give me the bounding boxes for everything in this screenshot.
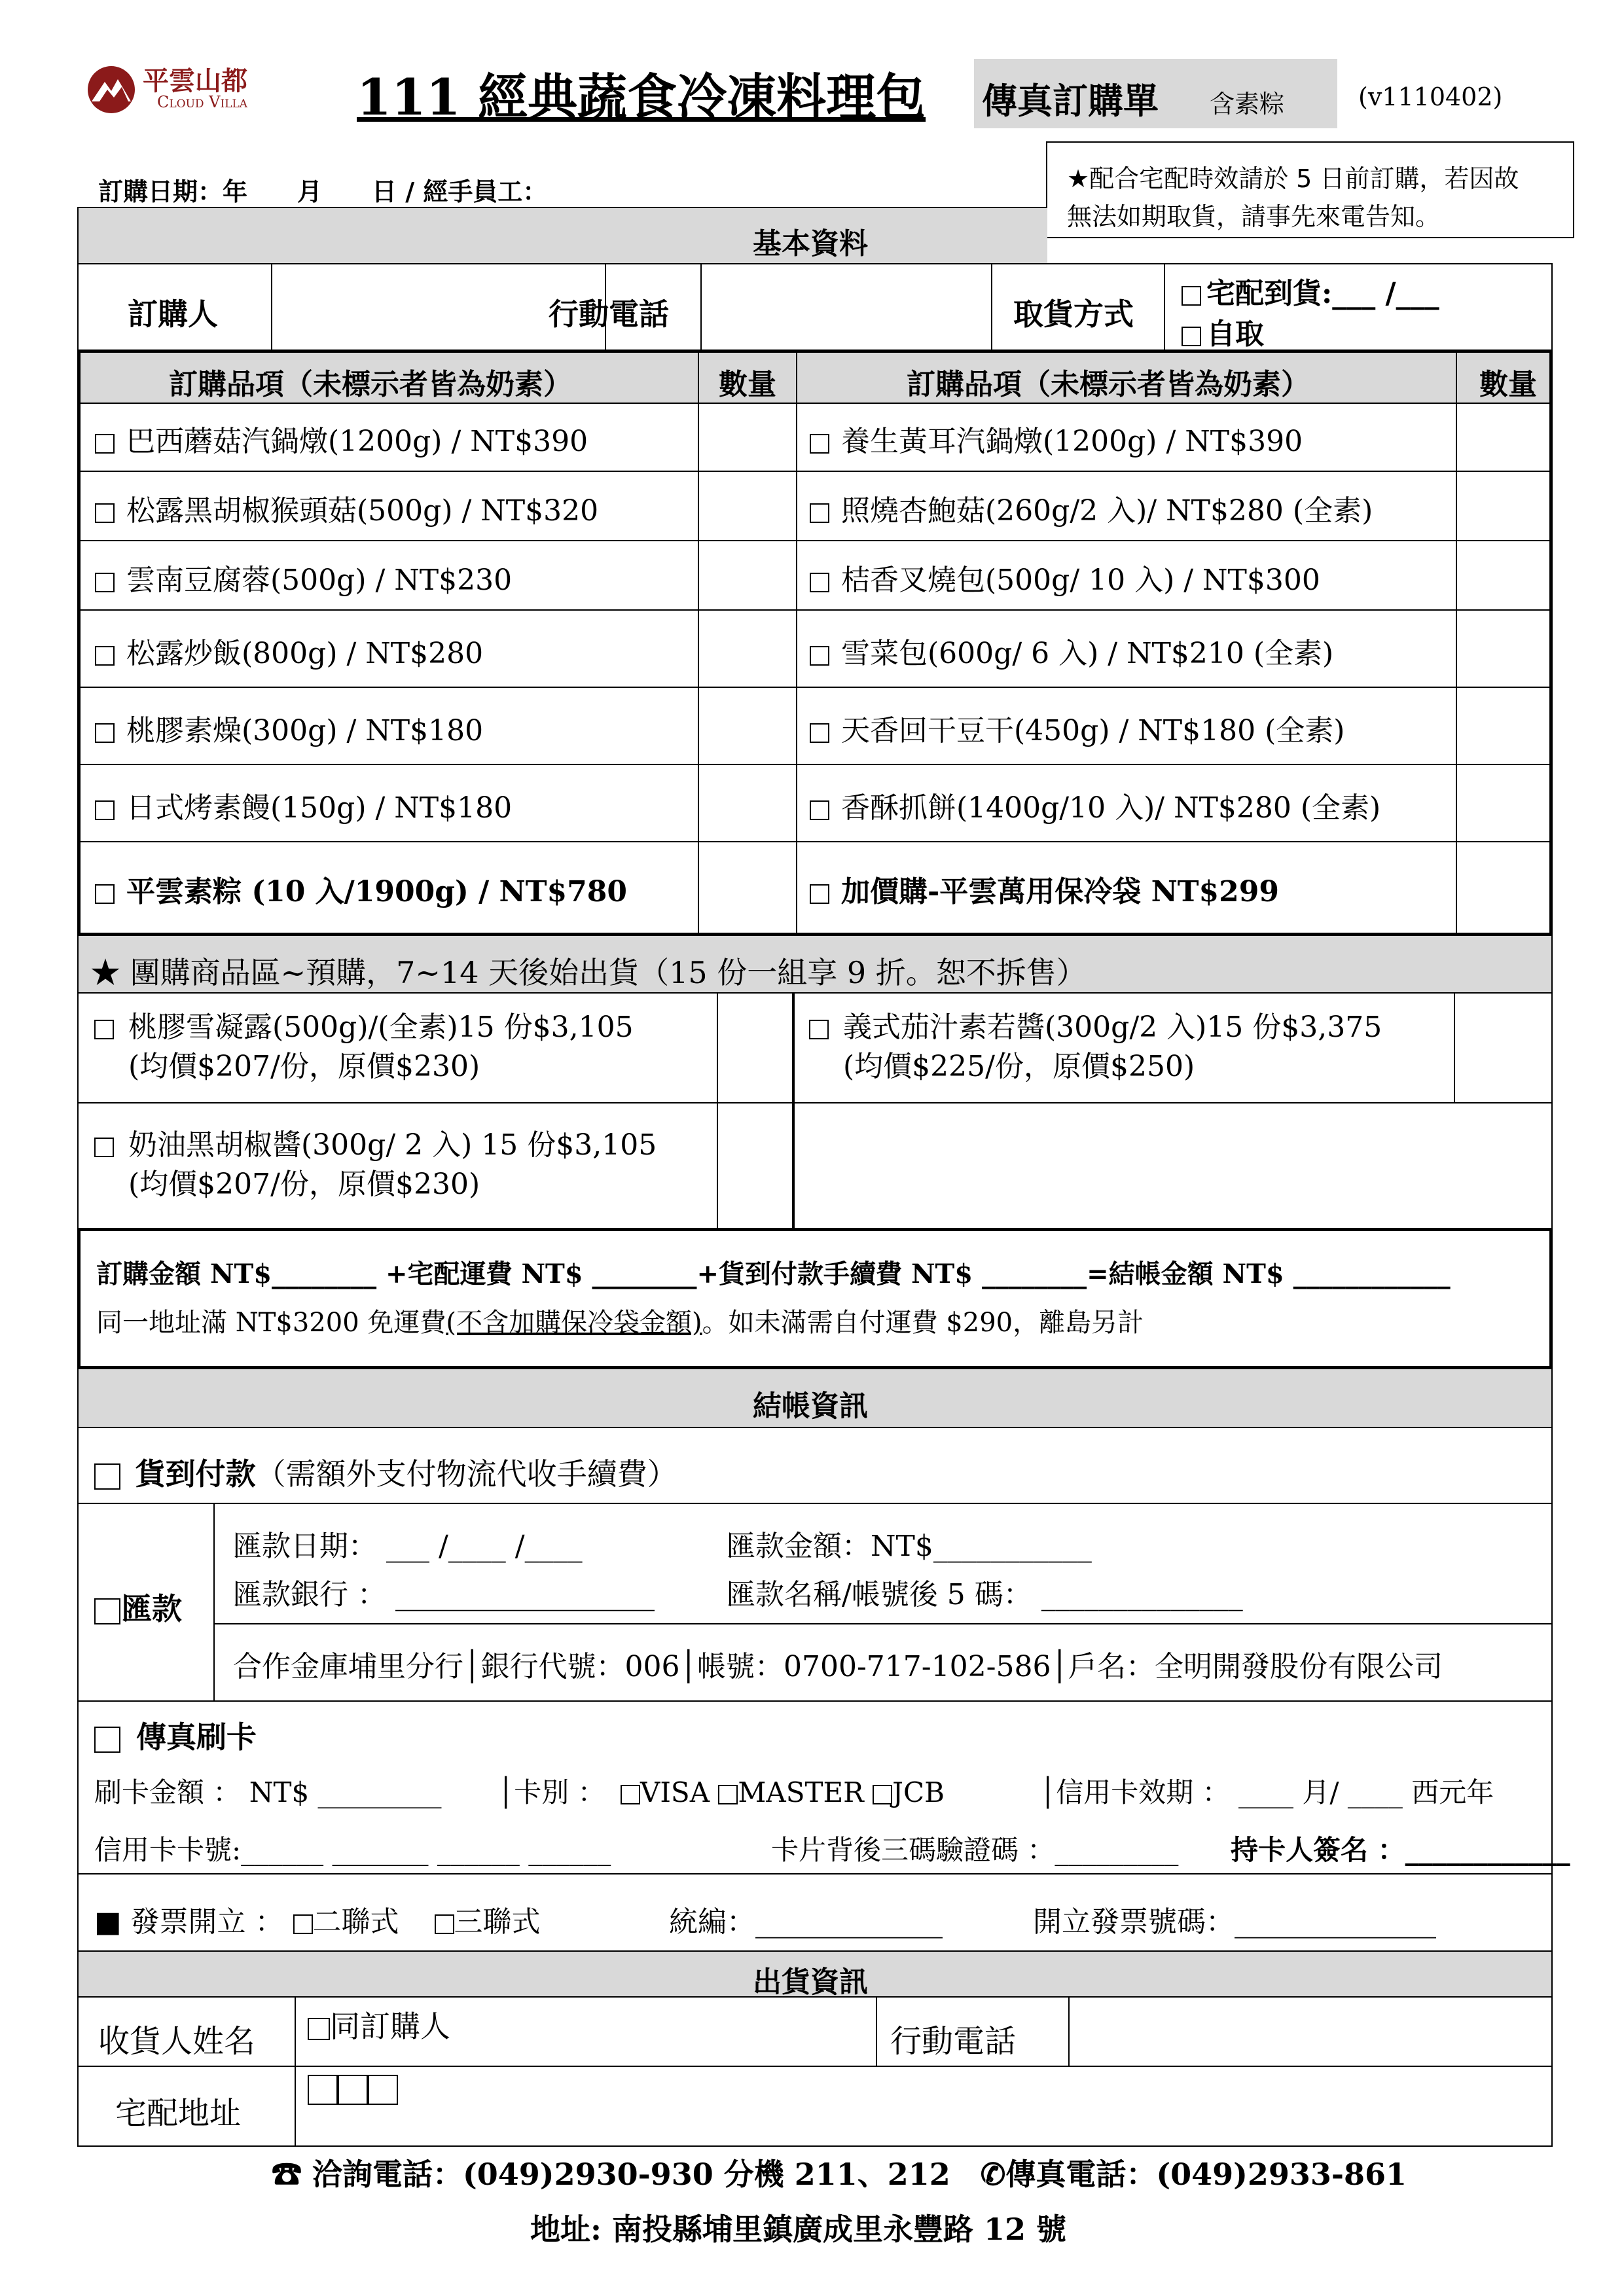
basic-row bbox=[77, 263, 1553, 351]
invoice-label: ■ 發票開立 ： bbox=[94, 1905, 284, 1939]
item-checkbox[interactable] bbox=[95, 723, 115, 743]
group-section-header bbox=[77, 935, 1553, 994]
left-item-header: 訂購品項（未標示者皆為奶素） bbox=[169, 368, 572, 401]
bank-info: 合作金庫埔里分行│銀行代號：006│帳號：0700-717-102-586│戶名：全明開發股份有限公司 bbox=[233, 1650, 1443, 1683]
shipping-section-header bbox=[77, 1950, 1553, 1998]
right-qty-header: 數量 bbox=[1479, 368, 1537, 401]
basic-section-title: 基本資料 bbox=[753, 227, 868, 260]
group-row-2 bbox=[77, 1102, 1553, 1230]
pickup-checkbox[interactable] bbox=[1182, 327, 1201, 346]
basic-section-header bbox=[77, 207, 1047, 264]
orderer-label: 訂購人 bbox=[128, 296, 218, 332]
group-item-2-name: 義式茄汁素若醬(300g/2 入)15 份$3,375 bbox=[843, 1011, 1382, 1044]
item-left-2[interactable] bbox=[95, 487, 598, 529]
cod-checkbox[interactable] bbox=[94, 1463, 120, 1490]
item-right-3[interactable] bbox=[810, 556, 1320, 598]
invoice-row-content bbox=[94, 1898, 541, 1940]
shipping-section-title: 出貨資訊 bbox=[753, 1965, 868, 1999]
items-table bbox=[77, 350, 1553, 936]
item-right-4[interactable] bbox=[810, 630, 1333, 672]
visa-checkbox[interactable] bbox=[621, 1785, 640, 1804]
receiver-phone-input[interactable] bbox=[1070, 1998, 1551, 2066]
card-type bbox=[497, 1771, 945, 1810]
fax-card-label: 傳真刷卡 bbox=[136, 1719, 257, 1755]
item-right-1[interactable] bbox=[810, 418, 1303, 459]
item-row bbox=[81, 688, 1549, 765]
page-title: 111 經典蔬食冷凍料理包 bbox=[357, 68, 926, 126]
same-as-orderer-label: 同訂購人 bbox=[330, 2009, 450, 2044]
pickup-option-label: 自取 bbox=[1206, 317, 1264, 351]
invoice-three-checkbox[interactable] bbox=[435, 1914, 454, 1934]
card-expiry[interactable]: │信用卡效期 ： ____ 月/ ____ 西元年 bbox=[1039, 1776, 1494, 1808]
footer-phone: ☎ 洽詢電話：(049)2930-930 分機 211、212 ✆傳真電話：(049)2933-861 bbox=[272, 2157, 1407, 2192]
invoice-two-checkbox[interactable] bbox=[293, 1914, 313, 1934]
item-left-4[interactable] bbox=[95, 630, 483, 672]
version: (v1110402) bbox=[1358, 82, 1503, 111]
item-qty-right-5[interactable] bbox=[1457, 688, 1547, 765]
invoice-row bbox=[77, 1873, 1553, 1952]
item-checkbox[interactable] bbox=[95, 434, 115, 454]
item-qty-left-2[interactable] bbox=[699, 472, 795, 541]
group-section-title: ★ 團購商品區~預購，7~14 天後始出貨（15 份一組享 9 折。恕不拆售） bbox=[90, 955, 1087, 990]
right-item-header: 訂購品項（未標示者皆為奶素） bbox=[907, 368, 1310, 401]
item-qty-left-5[interactable] bbox=[699, 688, 795, 765]
item-label: 平雲素粽 (10 入/1900g) / NT$780 bbox=[126, 875, 627, 908]
address-label: 宅配地址 bbox=[115, 2095, 242, 2132]
phone-input[interactable] bbox=[700, 264, 992, 350]
pickup-label: 取貨方式 bbox=[1013, 296, 1134, 332]
item-label: 桔香叉燒包(500g/ 10 入) / NT$300 bbox=[841, 564, 1320, 597]
remit-bank[interactable]: 匯款銀行 ： __________________ bbox=[233, 1578, 655, 1611]
notice-line-1: ★配合宅配時效請於 5 日前訂購，若因故 bbox=[1067, 164, 1519, 193]
checkout-section-title: 結帳資訊 bbox=[753, 1390, 868, 1423]
item-label: 天香回干豆干(450g) / NT$180 (全素) bbox=[841, 714, 1345, 747]
remit-amount[interactable]: 匯款金額：NT$___________ bbox=[727, 1530, 1092, 1563]
item-right-5[interactable] bbox=[810, 707, 1344, 749]
item-qty-right-1[interactable] bbox=[1457, 403, 1547, 472]
visa-label: VISA bbox=[640, 1776, 710, 1808]
logo-cn-text: 平雲山都 bbox=[143, 65, 247, 96]
remit-block bbox=[77, 1503, 1553, 1702]
subtitle: 傳真訂購單 bbox=[982, 80, 1159, 122]
delivery-checkbox[interactable] bbox=[1182, 286, 1201, 306]
item-right-2[interactable] bbox=[810, 487, 1373, 529]
free-shipping-note bbox=[96, 1302, 1144, 1339]
item-label: 松露黑胡椒猴頭菇(500g) / NT$320 bbox=[126, 494, 599, 528]
item-row bbox=[81, 765, 1549, 842]
item-row bbox=[81, 472, 1549, 541]
jcb-label: JCB bbox=[892, 1776, 945, 1808]
item-checkbox[interactable] bbox=[95, 800, 115, 820]
item-qty-left-4[interactable] bbox=[699, 611, 795, 688]
cooling-bag-excluded: (不含加購保冷袋金額) bbox=[446, 1308, 702, 1338]
cod-option[interactable] bbox=[94, 1450, 677, 1494]
zip-box-2[interactable] bbox=[338, 2075, 368, 2105]
item-checkbox[interactable] bbox=[95, 884, 115, 904]
subtitle-box bbox=[974, 59, 1337, 128]
group-item-2[interactable] bbox=[809, 1008, 1382, 1086]
item-qty-right-4[interactable] bbox=[1457, 611, 1547, 688]
item-row bbox=[81, 842, 1549, 933]
jcb-checkbox[interactable] bbox=[873, 1785, 892, 1804]
group-item-3[interactable] bbox=[94, 1126, 657, 1204]
total-formula: 訂購金額 NT$________ +宅配運費 NT$ ________+貨到付款手續費 NT$ ________=結帳金額 NT$ ____________ bbox=[96, 1259, 1451, 1289]
order-date: 訂購日期：年 月 日 / 經手員工： bbox=[98, 177, 548, 206]
item-left-5[interactable] bbox=[95, 707, 483, 749]
master-label: MASTER bbox=[738, 1776, 864, 1808]
checkout-section-header bbox=[77, 1368, 1553, 1428]
group-item-1-name: 桃膠雪凝露(500g)/(全素)15 份$3,105 bbox=[128, 1011, 634, 1044]
fax-card-option[interactable] bbox=[94, 1713, 257, 1757]
item-row bbox=[81, 403, 1549, 472]
card-amount[interactable]: 刷卡金額 ： NT$ _________ bbox=[94, 1776, 442, 1808]
remit-account-tail[interactable]: 匯款名稱/帳號後 5 碼： ______________ bbox=[727, 1578, 1243, 1611]
remit-option[interactable] bbox=[94, 1585, 182, 1628]
item-qty-left-6[interactable] bbox=[699, 765, 795, 842]
zip-box-1[interactable] bbox=[308, 2075, 338, 2105]
item-checkbox[interactable] bbox=[810, 723, 829, 743]
item-label: 松露炒飯(800g) / NT$280 bbox=[126, 637, 484, 670]
card-cvv[interactable]: 卡片背後三碼驗證碼 ：_________ bbox=[771, 1834, 1179, 1866]
item-checkbox[interactable] bbox=[810, 573, 829, 592]
item-left-7[interactable] bbox=[95, 868, 627, 910]
item-qty-right-2[interactable] bbox=[1457, 472, 1547, 541]
item-qty-right-3[interactable] bbox=[1457, 541, 1547, 611]
group-item-1-price-note: (均價$207/份，原價$230) bbox=[128, 1050, 480, 1083]
item-label: 桃膠素燥(300g) / NT$180 bbox=[126, 714, 484, 747]
item-left-1[interactable] bbox=[95, 418, 588, 459]
subtitle-small: 含素粽 bbox=[1210, 90, 1285, 118]
item-label: 香酥抓餅(1400g/10 入)/ NT$280 (全素) bbox=[841, 791, 1381, 825]
address-row bbox=[77, 2066, 1553, 2147]
item-checkbox[interactable] bbox=[95, 503, 115, 523]
invoice-three-label: 三聯式 bbox=[454, 1905, 541, 1939]
item-qty-left-7[interactable] bbox=[699, 842, 795, 933]
notice-box bbox=[1046, 141, 1574, 238]
invoice-number[interactable]: 開立發票號碼：______________ bbox=[1033, 1905, 1436, 1939]
free-shipping-text: 同一地址滿 NT$3200 免運費 bbox=[96, 1308, 446, 1338]
item-label: 照燒杏鮑菇(260g/2 入)/ NT$280 (全素) bbox=[841, 494, 1373, 528]
logo bbox=[85, 60, 281, 119]
card-number[interactable]: 信用卡卡號:______ _______ ______ ______ bbox=[94, 1834, 611, 1866]
group-item-1[interactable] bbox=[94, 1008, 634, 1086]
receiver-label: 收貨人姓名 bbox=[98, 2023, 256, 2060]
receiver-row bbox=[77, 1996, 1553, 2067]
same-as-orderer-option[interactable] bbox=[308, 2003, 450, 2046]
group-item-3-price-note: (均價$207/份，原價$230) bbox=[128, 1168, 480, 1201]
receiver-phone-label: 行動電話 bbox=[890, 2023, 1017, 2060]
logo-en-text: Cloud Villa bbox=[157, 93, 248, 111]
item-right-7[interactable] bbox=[810, 868, 1279, 910]
card-signature[interactable]: 持卡人簽名 ：____________ bbox=[1231, 1834, 1570, 1866]
item-label: 雪菜包(600g/ 6 入) / NT$210 (全素) bbox=[841, 637, 1334, 670]
item-checkbox[interactable] bbox=[810, 884, 829, 904]
items-header-row bbox=[81, 353, 1549, 404]
group-row-1 bbox=[77, 992, 1553, 1103]
item-checkbox[interactable] bbox=[810, 503, 829, 523]
delivery-option-label: 宅配到貨:___ /___ bbox=[1206, 277, 1439, 310]
group-item-2-price-note: (均價$225/份，原價$250) bbox=[843, 1050, 1195, 1083]
remit-checkbox[interactable] bbox=[94, 1598, 120, 1624]
item-checkbox[interactable] bbox=[810, 646, 829, 666]
same-as-orderer-checkbox[interactable] bbox=[308, 2018, 330, 2040]
item-checkbox[interactable] bbox=[810, 800, 829, 820]
item-right-6[interactable] bbox=[810, 784, 1380, 826]
item-left-3[interactable] bbox=[95, 556, 512, 598]
fax-card-checkbox[interactable] bbox=[94, 1727, 120, 1753]
item-qty-right-7[interactable] bbox=[1457, 842, 1547, 933]
group-item-3-name: 奶油黑胡椒醬(300g/ 2 入) 15 份$3,105 bbox=[128, 1128, 657, 1162]
item-qty-right-6[interactable] bbox=[1457, 765, 1547, 842]
notice-line-2: 無法如期取貨，請事先來電告知。 bbox=[1067, 202, 1441, 231]
master-checkbox[interactable] bbox=[718, 1785, 738, 1804]
card-type-label: │卡別 ： bbox=[497, 1776, 605, 1808]
group-item-1-checkbox[interactable] bbox=[94, 1020, 114, 1039]
item-row bbox=[81, 541, 1549, 611]
footer-address: 地址: 南投縣埔里鎮廣成里永豐路 12 號 bbox=[530, 2212, 1067, 2247]
cod-label: 貨到付款 bbox=[135, 1456, 256, 1492]
item-qty-left-1[interactable] bbox=[699, 403, 795, 472]
total-box bbox=[77, 1228, 1553, 1369]
logo-mountain-icon bbox=[85, 63, 137, 116]
pickup-option[interactable] bbox=[1182, 310, 1264, 352]
zip-code-boxes[interactable] bbox=[308, 2075, 398, 2105]
invoice-two-label: 二聯式 bbox=[312, 1905, 399, 1939]
fax-card-block bbox=[77, 1700, 1570, 1874]
item-checkbox[interactable] bbox=[95, 573, 115, 592]
tax-id[interactable]: 統編：_____________ bbox=[669, 1905, 943, 1939]
group-item-2-checkbox[interactable] bbox=[809, 1020, 829, 1039]
shipping-fee-note: 。如未滿需自付運費 $290，離島另計 bbox=[702, 1308, 1144, 1338]
item-qty-left-3[interactable] bbox=[699, 541, 795, 611]
cod-note: （需額外支付物流代收手續費） bbox=[255, 1456, 677, 1492]
delivery-option[interactable] bbox=[1182, 270, 1439, 312]
item-checkbox[interactable] bbox=[95, 646, 115, 666]
item-checkbox[interactable] bbox=[810, 434, 829, 454]
cod-row bbox=[77, 1427, 1553, 1504]
group-item-3-checkbox[interactable] bbox=[94, 1138, 114, 1157]
left-qty-header: 數量 bbox=[719, 368, 776, 401]
item-label: 巴西蘑菇汽鍋燉(1200g) / NT$390 bbox=[126, 425, 588, 458]
item-label: 加價購-平雲萬用保冷袋 NT$299 bbox=[841, 875, 1280, 908]
phone-label: 行動電話 bbox=[549, 296, 669, 332]
item-label: 養生黃耳汽鍋燉(1200g) / NT$390 bbox=[841, 425, 1303, 458]
remit-label: 匯款 bbox=[122, 1591, 182, 1626]
item-label: 雲南豆腐蓉(500g) / NT$230 bbox=[126, 564, 513, 597]
item-left-6[interactable] bbox=[95, 784, 512, 826]
item-row bbox=[81, 611, 1549, 688]
remit-date[interactable]: 匯款日期： ___ /____ /____ bbox=[233, 1530, 583, 1563]
item-label: 日式烤素饅(150g) / NT$180 bbox=[126, 791, 513, 825]
zip-box-3[interactable] bbox=[368, 2075, 398, 2105]
